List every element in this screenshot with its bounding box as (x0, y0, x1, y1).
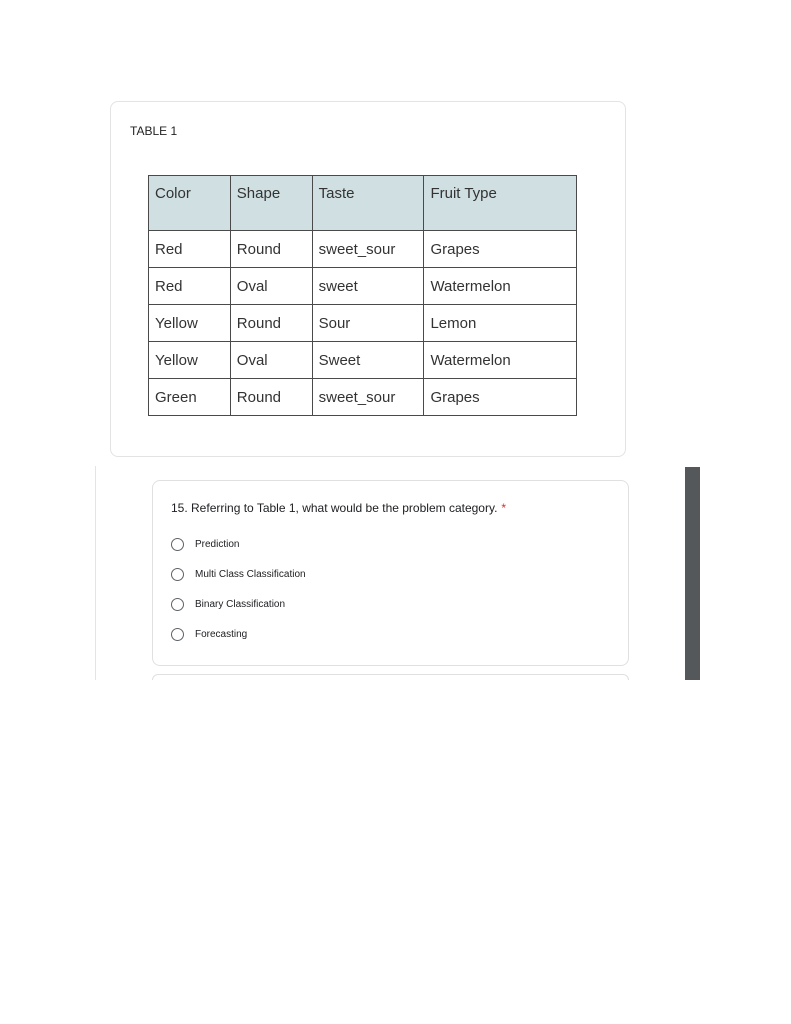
table-cell: Sour (312, 305, 424, 342)
table-cell: Yellow (149, 342, 231, 379)
option-binary-classification[interactable] (171, 595, 285, 613)
table-cell: Red (149, 231, 231, 268)
next-question-card (152, 674, 629, 680)
table-cell: Round (230, 231, 312, 268)
table-cell: Watermelon (424, 268, 577, 305)
table-cell: Green (149, 379, 231, 416)
table-caption: TABLE 1 (130, 124, 178, 138)
table-card (110, 101, 626, 457)
radio-icon[interactable] (171, 538, 184, 551)
table-cell: Round (230, 305, 312, 342)
option-forecasting[interactable] (171, 625, 247, 643)
table-cell: sweet (312, 268, 424, 305)
table-cell: sweet_sour (312, 379, 424, 416)
table-cell: sweet_sour (312, 231, 424, 268)
radio-icon[interactable] (171, 568, 184, 581)
option-label: Prediction (195, 538, 240, 550)
option-label: Forecasting (195, 628, 248, 640)
required-marker: * (501, 501, 507, 515)
fruit-table (148, 175, 577, 416)
radio-icon[interactable] (171, 598, 184, 611)
table-cell: Oval (230, 268, 312, 305)
header-fruit-type: Fruit Type (424, 176, 577, 231)
question-text: 15. Referring to Table 1, what would be the problem category. (171, 501, 498, 515)
option-prediction[interactable] (171, 535, 239, 553)
option-label: Multi Class Classification (195, 568, 306, 580)
header-color: Color (149, 176, 231, 231)
table-cell: Grapes (424, 379, 577, 416)
scrollbar[interactable] (685, 467, 700, 680)
table-row (149, 268, 577, 305)
table-cell: Lemon (424, 305, 577, 342)
question-title (171, 501, 506, 515)
header-shape: Shape (230, 176, 312, 231)
header-taste: Taste (312, 176, 424, 231)
table-row (149, 342, 577, 379)
question-card (152, 480, 629, 666)
table-cell: Watermelon (424, 342, 577, 379)
option-label: Binary Classification (195, 598, 286, 610)
table-row (149, 305, 577, 342)
radio-icon[interactable] (171, 628, 184, 641)
table-cell: Oval (230, 342, 312, 379)
table-cell: Sweet (312, 342, 424, 379)
table-cell: Grapes (424, 231, 577, 268)
table-cell: Round (230, 379, 312, 416)
table-header-row (149, 176, 577, 231)
table-cell: Red (149, 268, 231, 305)
page-edge-divider (95, 466, 96, 680)
table-row (149, 231, 577, 268)
table-row (149, 379, 577, 416)
table-cell: Yellow (149, 305, 231, 342)
option-multi-class-classification[interactable] (171, 565, 306, 583)
